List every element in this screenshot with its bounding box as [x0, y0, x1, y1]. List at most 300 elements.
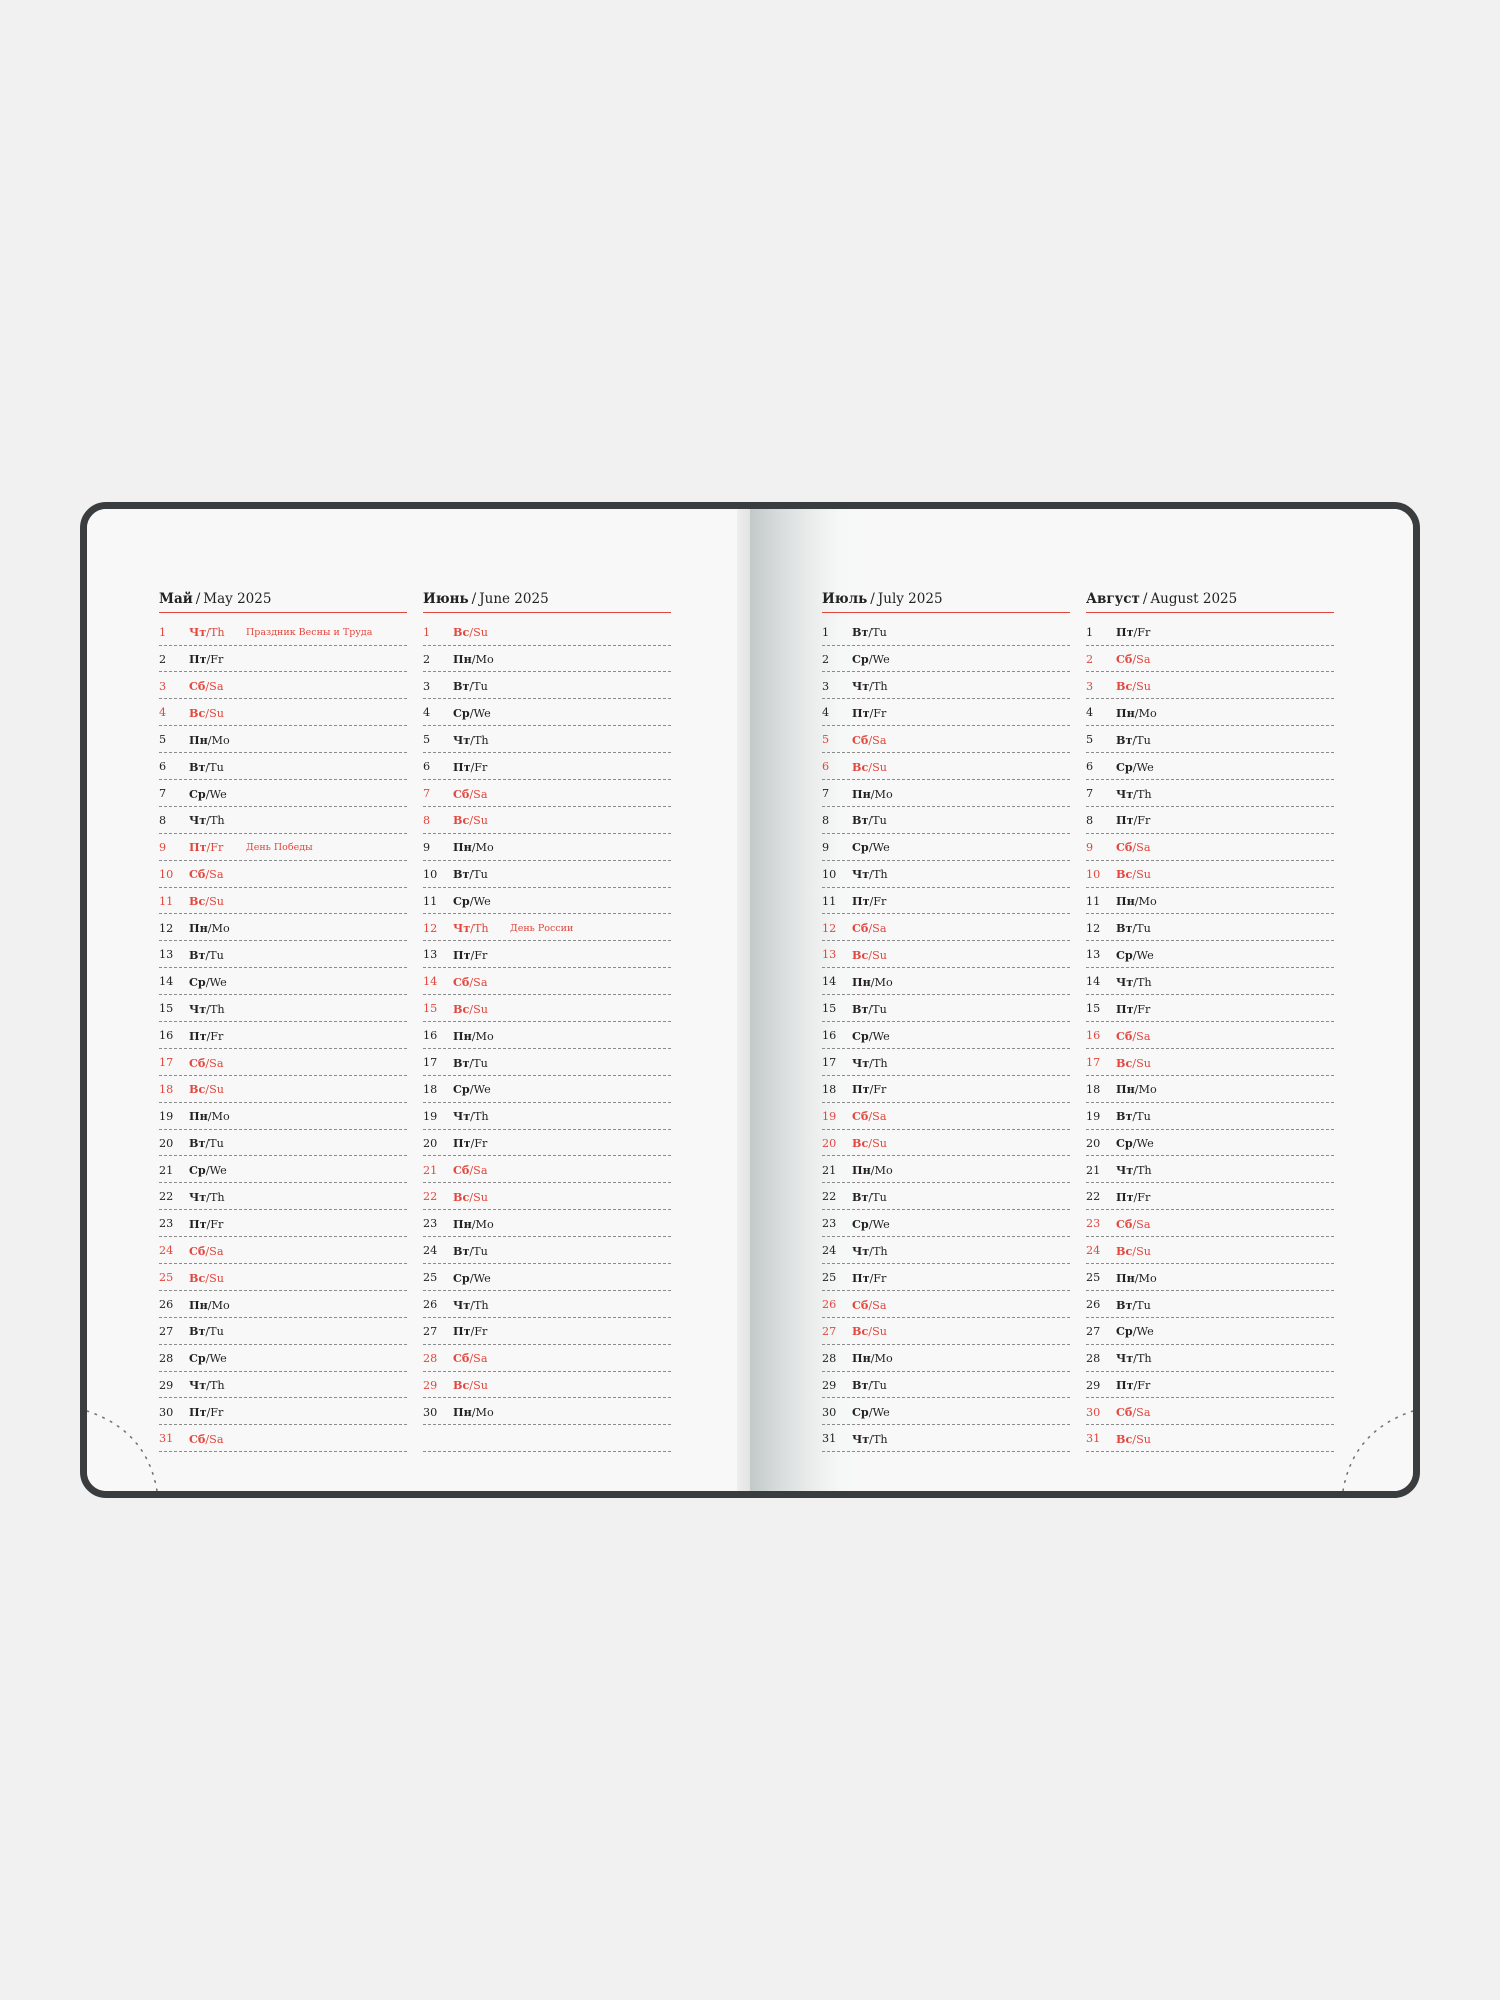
day-number: 18	[822, 1082, 837, 1096]
weekday-separator: /	[868, 733, 873, 747]
weekday-separator: /	[1134, 1271, 1139, 1285]
weekday-ru: Вс	[1116, 1431, 1133, 1446]
weekday-en: Su	[1136, 680, 1151, 694]
weekday	[852, 1082, 909, 1096]
weekday-en: Th	[209, 626, 225, 640]
holiday-label: День Победы	[246, 841, 313, 853]
weekday-ru: Чт	[189, 1189, 207, 1204]
day-list	[159, 620, 407, 1452]
month-name-en: May 2025	[203, 591, 272, 607]
day-number: 2	[159, 652, 167, 666]
weekday	[453, 760, 510, 774]
weekday-separator: /	[469, 1083, 474, 1097]
day-row	[822, 916, 1070, 942]
day-row	[1086, 1400, 1334, 1426]
day-number: 28	[1086, 1351, 1101, 1365]
day-row	[159, 1238, 407, 1264]
weekday-ru: Вт	[453, 867, 470, 882]
weekday-ru: Ср	[453, 894, 470, 909]
weekday-ru: Чт	[453, 921, 471, 936]
day-row	[423, 996, 671, 1022]
day-number: 1	[1086, 625, 1094, 639]
day-row	[1086, 674, 1334, 700]
day-row	[1086, 862, 1334, 888]
weekday	[1116, 1190, 1173, 1204]
weekday-en: Tu	[209, 1325, 224, 1339]
weekday-en: Su	[473, 1002, 488, 1016]
day-row	[159, 1131, 407, 1157]
day-number: 6	[159, 760, 167, 774]
day-row	[822, 996, 1070, 1022]
weekday-en: We	[473, 1271, 491, 1285]
weekday	[1116, 706, 1173, 720]
day-row	[159, 674, 407, 700]
weekday-separator: /	[1132, 1298, 1137, 1312]
weekday	[189, 706, 246, 720]
weekday	[189, 948, 246, 962]
weekday-ru: Вс	[1116, 867, 1133, 882]
weekday	[1116, 1244, 1173, 1258]
day-number: 5	[822, 733, 830, 747]
weekday-en: Th	[872, 1432, 888, 1446]
month-name-ru: Июль	[822, 591, 868, 607]
day-row	[159, 754, 407, 780]
weekday-separator: /	[205, 680, 210, 694]
day-number: 31	[1086, 1432, 1101, 1446]
day-row	[1086, 1104, 1334, 1130]
weekday-ru: Сб	[852, 732, 869, 747]
weekday-ru: Пт	[852, 1270, 870, 1285]
day-row	[1086, 916, 1334, 942]
day-row	[1086, 1077, 1334, 1103]
weekday-en: Sa	[209, 680, 224, 694]
weekday-en: Tu	[209, 1137, 224, 1151]
weekday-en: Th	[872, 1056, 888, 1070]
weekday-separator: /	[469, 1002, 474, 1016]
weekday-ru: Сб	[1116, 652, 1133, 667]
weekday-en: Tu	[1136, 1110, 1151, 1124]
weekday-en: Sa	[209, 1432, 224, 1446]
day-row	[822, 754, 1070, 780]
weekday	[453, 1244, 510, 1258]
weekday-ru: Вс	[1116, 1055, 1133, 1070]
day-number: 21	[423, 1163, 438, 1177]
day-number: 30	[1086, 1405, 1101, 1419]
weekday-en: Mo	[1138, 895, 1157, 909]
month-title: Июнь / June 2025	[423, 587, 671, 613]
weekday	[189, 867, 246, 881]
weekday	[1116, 679, 1173, 693]
day-number: 2	[1086, 652, 1094, 666]
month-name-en: August 2025	[1150, 591, 1238, 607]
weekday-en: Tu	[872, 1379, 887, 1393]
weekday	[1116, 1082, 1173, 1096]
weekday-en: Th	[209, 1379, 225, 1393]
day-row	[423, 1185, 671, 1211]
weekday-separator: /	[870, 787, 875, 801]
weekday-ru: Пн	[189, 1297, 208, 1312]
weekday	[852, 1324, 909, 1338]
weekday	[453, 652, 510, 666]
weekday-separator: /	[206, 653, 211, 667]
weekday-en: Th	[473, 1110, 489, 1124]
weekday-ru: Пт	[1116, 813, 1134, 828]
weekday-en: Fr	[873, 1083, 887, 1097]
weekday-ru: Вс	[852, 1324, 869, 1339]
weekday-separator: /	[206, 1217, 211, 1231]
weekday	[453, 894, 510, 908]
day-number: 10	[822, 867, 837, 881]
weekday-separator: /	[1134, 1083, 1139, 1097]
day-number: 4	[423, 706, 431, 720]
day-number: 12	[423, 921, 438, 935]
weekday	[453, 1271, 510, 1285]
day-row	[423, 1346, 671, 1372]
weekday	[1116, 1056, 1173, 1070]
weekday-ru: Вс	[189, 705, 206, 720]
day-number: 31	[822, 1432, 837, 1446]
weekday	[852, 1056, 909, 1070]
day-row	[159, 701, 407, 727]
weekday-separator: /	[205, 1056, 210, 1070]
day-row	[822, 1400, 1070, 1426]
weekday	[189, 787, 246, 801]
weekday	[453, 706, 510, 720]
weekday	[1116, 1351, 1173, 1365]
day-row	[822, 835, 1070, 861]
weekday-ru: Вт	[189, 759, 206, 774]
weekday-ru: Пн	[1116, 894, 1135, 909]
weekday-separator: /	[470, 922, 474, 936]
day-number: 8	[822, 813, 830, 827]
weekday-ru: Чт	[1116, 1163, 1134, 1178]
weekday	[852, 1351, 909, 1365]
day-row	[159, 970, 407, 996]
weekday	[1116, 733, 1173, 747]
weekday-ru: Ср	[852, 1216, 869, 1231]
right-page	[750, 509, 1413, 1491]
day-number: 22	[423, 1190, 438, 1204]
weekday-en: Fr	[210, 653, 224, 667]
weekday	[453, 840, 510, 854]
weekday-ru: Чт	[453, 1297, 471, 1312]
weekday-separator: /	[471, 841, 476, 855]
weekday-separator: /	[868, 948, 873, 962]
weekday-separator: /	[469, 1379, 474, 1393]
day-row	[159, 862, 407, 888]
weekday-ru: Пн	[189, 921, 208, 936]
day-row	[159, 728, 407, 754]
weekday-ru: Ср	[1116, 759, 1133, 774]
weekday-ru: Пт	[453, 1324, 471, 1339]
weekday-ru: Сб	[1116, 1405, 1133, 1420]
weekday-en: Tu	[473, 868, 488, 882]
day-row	[159, 1158, 407, 1184]
weekday	[1116, 1432, 1173, 1446]
weekday-separator: /	[205, 1244, 210, 1258]
day-row	[423, 1292, 671, 1318]
weekday	[189, 813, 246, 827]
day-number: 24	[159, 1244, 174, 1258]
weekday-ru: Вт	[1116, 921, 1133, 936]
weekday-separator: /	[1133, 1352, 1137, 1366]
day-row	[159, 835, 407, 861]
weekday	[189, 1324, 246, 1338]
weekday	[852, 1217, 909, 1231]
weekday-ru: Ср	[453, 705, 470, 720]
weekday	[453, 1109, 510, 1123]
day-number: 7	[159, 787, 167, 801]
day-row	[159, 808, 407, 834]
day-number: 9	[1086, 840, 1094, 854]
day-number: 6	[822, 760, 830, 774]
weekday-ru: Пн	[453, 840, 472, 855]
day-row	[822, 701, 1070, 727]
weekday-en: We	[872, 1029, 890, 1043]
day-row	[1086, 620, 1334, 646]
weekday-ru: Чт	[189, 813, 207, 828]
month-august	[1086, 587, 1334, 1454]
day-row	[159, 1023, 407, 1049]
day-number: 21	[159, 1163, 174, 1177]
day-number: 11	[423, 894, 438, 908]
weekday	[852, 733, 909, 747]
weekday-separator: /	[469, 895, 474, 909]
weekday	[189, 921, 246, 935]
weekday-ru: Сб	[189, 1431, 206, 1446]
weekday-en: Sa	[209, 1056, 224, 1070]
weekday-en: We	[1136, 760, 1154, 774]
day-number: 22	[1086, 1190, 1101, 1204]
weekday-separator: /	[470, 1137, 475, 1151]
day-row	[1086, 1185, 1334, 1211]
weekday-separator: /	[207, 1110, 212, 1124]
planner-spread	[80, 502, 1420, 1498]
day-number: 30	[159, 1405, 174, 1419]
weekday	[1116, 1109, 1173, 1123]
weekday-ru: Чт	[189, 1378, 207, 1393]
weekday-en: Mo	[211, 733, 230, 747]
weekday-ru: Вт	[189, 947, 206, 962]
day-row	[423, 943, 671, 969]
weekday-en: Mo	[475, 1217, 494, 1231]
weekday-en: We	[872, 841, 890, 855]
day-number: 11	[822, 894, 837, 908]
day-number: 29	[423, 1378, 438, 1392]
weekday-ru: Сб	[1116, 1216, 1133, 1231]
weekday	[189, 1163, 246, 1177]
weekday	[189, 1351, 246, 1365]
day-number: 19	[159, 1109, 174, 1123]
day-row	[1086, 889, 1334, 915]
day-number: 14	[423, 975, 438, 989]
day-number: 10	[159, 867, 174, 881]
weekday	[189, 840, 246, 854]
weekday-en: Fr	[1137, 626, 1151, 640]
weekday-separator: /	[471, 1217, 476, 1231]
weekday	[852, 1002, 909, 1016]
weekday	[1116, 975, 1173, 989]
weekday	[1116, 1217, 1173, 1231]
weekday-ru: Сб	[1116, 840, 1133, 855]
day-row	[822, 1050, 1070, 1076]
day-number: 11	[1086, 894, 1101, 908]
day-row	[1086, 1427, 1334, 1453]
weekday-ru: Вс	[1116, 679, 1133, 694]
weekday-en: Th	[473, 733, 489, 747]
day-row	[159, 916, 407, 942]
weekday-ru: Вт	[852, 1378, 869, 1393]
weekday	[453, 921, 510, 935]
weekday-ru: Вс	[189, 1082, 206, 1097]
weekday	[189, 1190, 246, 1204]
weekday-separator: /	[469, 626, 474, 640]
weekday-en: Mo	[1138, 1271, 1157, 1285]
weekday-en: Su	[1136, 1244, 1151, 1258]
weekday	[852, 921, 909, 935]
weekday-en: Su	[473, 1379, 488, 1393]
weekday-en: We	[209, 975, 227, 989]
weekday-en: Su	[209, 1083, 224, 1097]
weekday-en: Su	[473, 1190, 488, 1204]
weekday-separator: /	[868, 1190, 873, 1204]
weekday-en: Sa	[872, 1110, 887, 1124]
day-number: 3	[159, 679, 167, 693]
weekday	[189, 1002, 246, 1016]
day-row	[1086, 970, 1334, 996]
weekday-en: Th	[872, 1244, 888, 1258]
weekday-separator: /	[869, 1083, 874, 1097]
weekday-ru: Пн	[453, 1028, 472, 1043]
day-number: 1	[423, 625, 431, 639]
weekday-ru: Пн	[852, 1163, 871, 1178]
day-row	[159, 620, 407, 646]
month-name-ru: Май	[159, 591, 193, 607]
weekday-ru: Сб	[189, 679, 206, 694]
day-row	[159, 996, 407, 1022]
weekday-ru: Вт	[852, 813, 869, 828]
day-number: 16	[1086, 1029, 1101, 1043]
weekday	[189, 1378, 246, 1392]
weekday-ru: Вс	[453, 1189, 470, 1204]
day-number: 7	[822, 787, 830, 801]
weekday-ru: Пт	[189, 1405, 207, 1420]
month-may	[159, 587, 407, 1454]
day-list	[1086, 620, 1334, 1452]
weekday-en: Fr	[474, 760, 488, 774]
weekday-en: Mo	[874, 975, 893, 989]
weekday	[852, 1271, 909, 1285]
weekday-ru: Ср	[852, 652, 869, 667]
holiday-label: День России	[510, 922, 574, 934]
weekday	[189, 679, 246, 693]
day-number: 17	[1086, 1056, 1101, 1069]
weekday-en: Mo	[211, 922, 230, 936]
day-row	[1086, 996, 1334, 1022]
weekday-en: Mo	[475, 841, 494, 855]
weekday-en: Fr	[1137, 814, 1151, 828]
weekday-ru: Ср	[189, 974, 206, 989]
weekday-separator: /	[469, 1190, 474, 1204]
weekday-ru: Вт	[852, 1001, 869, 1016]
month-name-ru: Август	[1086, 591, 1140, 607]
day-number: 14	[822, 975, 837, 989]
weekday-en: Tu	[872, 626, 887, 640]
weekday-en: Th	[1136, 1164, 1152, 1178]
day-row	[822, 862, 1070, 888]
weekday-ru: Пт	[852, 894, 870, 909]
month-june	[423, 587, 671, 1454]
day-row	[423, 808, 671, 834]
weekday-separator: /	[205, 1164, 210, 1178]
weekday	[852, 894, 909, 908]
weekday-en: Su	[209, 706, 224, 720]
weekday-separator: /	[206, 1379, 210, 1393]
weekday-separator: /	[868, 841, 873, 855]
day-number: 23	[1086, 1217, 1101, 1231]
day-number: 18	[423, 1082, 438, 1096]
day-row	[159, 1050, 407, 1076]
weekday-separator: /	[469, 706, 474, 720]
weekday-en: Mo	[475, 653, 494, 667]
weekday-separator: /	[1132, 653, 1137, 667]
weekday-en: Sa	[872, 922, 887, 936]
day-number: 28	[423, 1351, 438, 1365]
day-row	[423, 862, 671, 888]
weekday	[189, 760, 246, 774]
weekday-en: Tu	[209, 948, 224, 962]
weekday	[1116, 1298, 1173, 1312]
weekday-ru: Пт	[852, 705, 870, 720]
day-number: 1	[159, 625, 167, 639]
weekday-en: Th	[473, 922, 489, 936]
weekday-separator: /	[206, 626, 210, 640]
weekday-separator: /	[207, 1298, 212, 1312]
weekday	[852, 625, 909, 639]
weekday	[453, 787, 510, 801]
day-number: 30	[822, 1405, 837, 1419]
weekday-en: Th	[209, 1190, 225, 1204]
day-row	[1086, 1319, 1334, 1345]
day-number: 10	[1086, 867, 1101, 881]
day-number: 20	[423, 1136, 438, 1150]
weekday	[852, 1109, 909, 1123]
weekday-ru: Пн	[852, 974, 871, 989]
weekday	[453, 1029, 510, 1043]
day-row	[423, 1319, 671, 1345]
weekday	[453, 948, 510, 962]
month-name-ru: Июнь	[423, 591, 469, 607]
weekday-en: Tu	[473, 1056, 488, 1070]
weekday-en: Sa	[872, 733, 887, 747]
weekday-en: We	[872, 653, 890, 667]
weekday	[453, 1136, 510, 1150]
weekday-ru: Вт	[453, 679, 470, 694]
weekday	[453, 1351, 510, 1365]
weekday-ru: Пн	[453, 652, 472, 667]
weekday-ru: Пн	[1116, 1082, 1135, 1097]
weekday	[852, 1029, 909, 1043]
day-number: 13	[159, 948, 174, 962]
weekday-en: Fr	[873, 895, 887, 909]
day-row	[822, 647, 1070, 673]
weekday	[453, 679, 510, 693]
day-number: 24	[1086, 1244, 1101, 1258]
weekday-ru: Сб	[453, 1163, 470, 1178]
day-row	[159, 1427, 407, 1453]
weekday-separator: /	[205, 787, 210, 801]
weekday-separator: /	[206, 1406, 211, 1420]
